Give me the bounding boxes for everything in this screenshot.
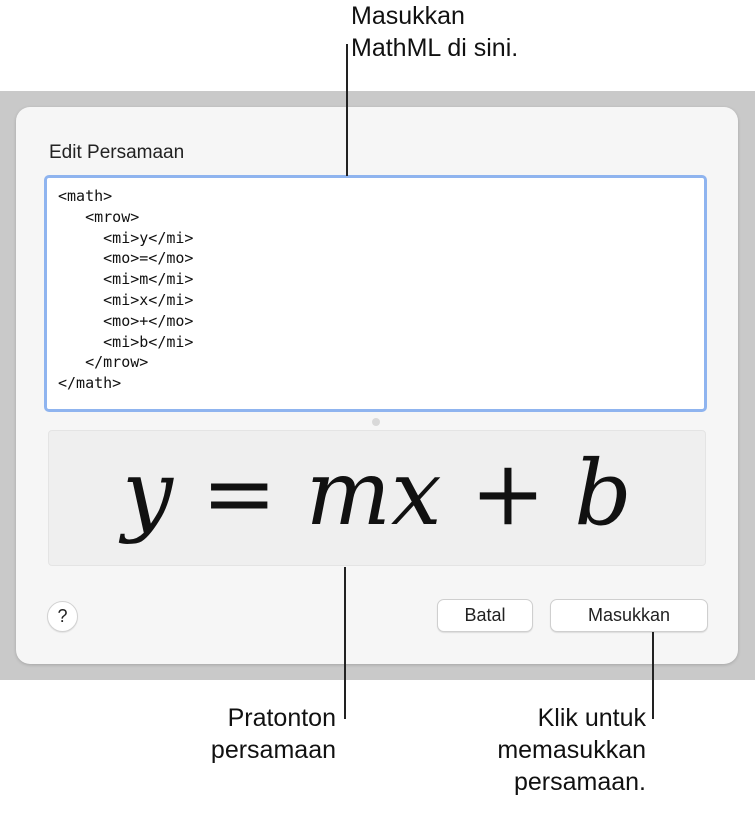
callout-line: persamaan. <box>513 768 646 796</box>
callout-line: Klik untuk <box>537 704 646 732</box>
preview-formula: y = mx + b <box>122 441 632 546</box>
callout-line: Pratonton <box>227 704 336 732</box>
callout-enter-mathml <box>351 0 518 64</box>
equation-preview <box>48 430 706 566</box>
callout-preview <box>150 702 336 766</box>
leader-line-insert <box>652 632 654 719</box>
resize-handle[interactable] <box>372 418 380 426</box>
leader-line-preview <box>344 567 346 719</box>
leader-line-editor <box>346 44 348 176</box>
edit-equation-dialog <box>16 107 738 664</box>
mathml-input[interactable] <box>44 175 707 412</box>
dialog-title: Edit Persamaan <box>49 142 185 163</box>
callout-line: MathML di sini. <box>351 34 519 62</box>
callout-line: Masukkan <box>351 2 465 30</box>
callout-line: persamaan <box>210 736 336 764</box>
insert-button[interactable]: Masukkan <box>550 599 708 632</box>
help-button[interactable]: ? <box>47 601 78 632</box>
callout-line: memasukkan <box>497 736 646 764</box>
callout-insert <box>440 702 646 798</box>
cancel-button[interactable]: Batal <box>437 599 533 632</box>
